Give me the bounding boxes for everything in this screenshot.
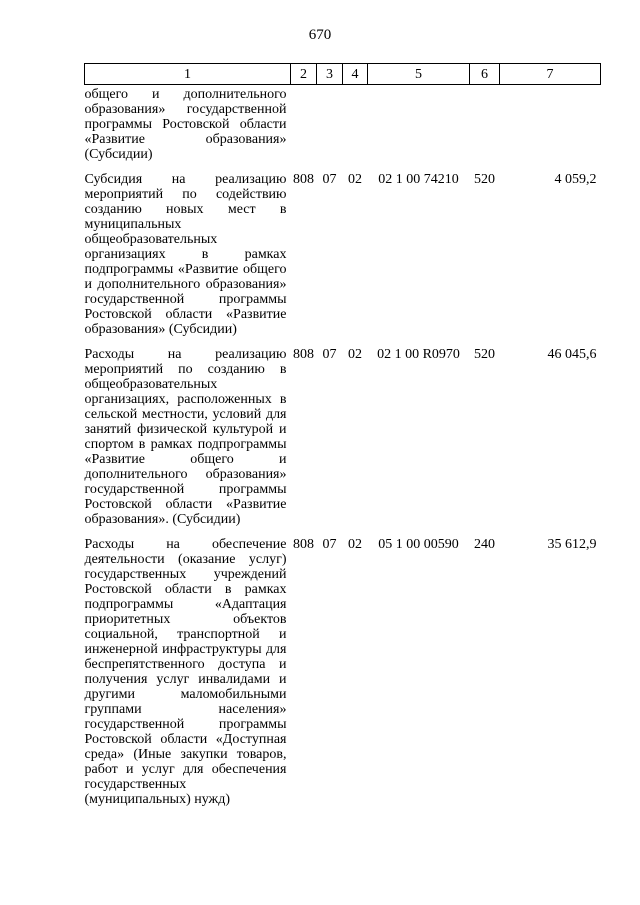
row-description: общего и дополнительного образования» государственной программы Ростовской области «Развитие образования» (Субсидии) [84, 87, 287, 162]
table-row [85, 162, 601, 337]
table-row [85, 337, 601, 527]
row-description: Расходы на обеспечение деятельности (оказание услуг) государственных учреждений Ростовской области в рамках подпрограммы «Адаптация приоритетных объектов социальной, транспортной и инженерной инфраструктуры для беспрепятственного доступа и получения услуг инвалидами и другими маломобильными группами населения» государственной программы Ростовской области «Доступная среда» (Иные закупки товаров, работ и услуг для обеспечения государственных (муниципальных) нужд) [84, 537, 287, 807]
row-ministry-code: 808 [293, 347, 314, 362]
table-row [85, 85, 601, 163]
row-section-code: 07 [322, 172, 337, 187]
row-ministry-code: 808 [293, 537, 314, 552]
row-subsection-code [343, 85, 368, 163]
page-number: 670 [308, 27, 332, 43]
row-expense-type: 520 [474, 172, 495, 187]
row-section-code [317, 85, 343, 163]
col-header-4: 4 [343, 64, 368, 85]
table-row [85, 527, 601, 807]
row-target-code: 02 1 00 R0970 [377, 347, 460, 362]
col-header-7: 7 [500, 64, 601, 85]
row-subsection-code: 02 [348, 347, 362, 362]
row-target-code [368, 85, 470, 163]
row-ministry-code: 808 [293, 172, 314, 187]
row-description: Расходы на реализацию мероприятий по созданию в общеобразовательных организациях, расположенных в сельской местности, условий для занятий физической культурой и спортом в рамках подпрограммы «Развитие общего и дополнительного образования» государственной программы Ростовской области «Развитие образования». (Субсидии) [84, 347, 287, 527]
col-header-2: 2 [291, 64, 317, 85]
header-row [85, 64, 601, 85]
row-ministry-code [291, 85, 317, 163]
row-description: Субсидия на реализацию мероприятий по содействию созданию новых мест в муниципальных общеобразовательных организациях в рамках подпрограммы «Развитие общего и дополнительного образования» государственной программы Ростовской области «Развитие образования» (Субсидии) [84, 172, 287, 337]
row-expense-type: 520 [474, 347, 495, 362]
col-header-5: 5 [368, 64, 470, 85]
row-subsection-code: 02 [348, 172, 362, 187]
col-header-1: 1 [85, 64, 291, 85]
row-target-code: 02 1 00 74210 [378, 172, 459, 187]
row-amount: 35 612,9 [547, 537, 597, 552]
col-header-3: 3 [317, 64, 343, 85]
row-subsection-code: 02 [348, 537, 362, 552]
row-amount: 4 059,2 [554, 172, 597, 187]
row-section-code: 07 [322, 537, 337, 552]
row-target-code: 05 1 00 00590 [378, 537, 459, 552]
row-section-code: 07 [322, 347, 337, 362]
row-expense-type [470, 85, 500, 163]
row-amount: 46 045,6 [547, 347, 597, 362]
col-header-6: 6 [470, 64, 500, 85]
row-expense-type: 240 [474, 537, 495, 552]
budget-table [84, 63, 601, 807]
row-amount [500, 85, 601, 163]
